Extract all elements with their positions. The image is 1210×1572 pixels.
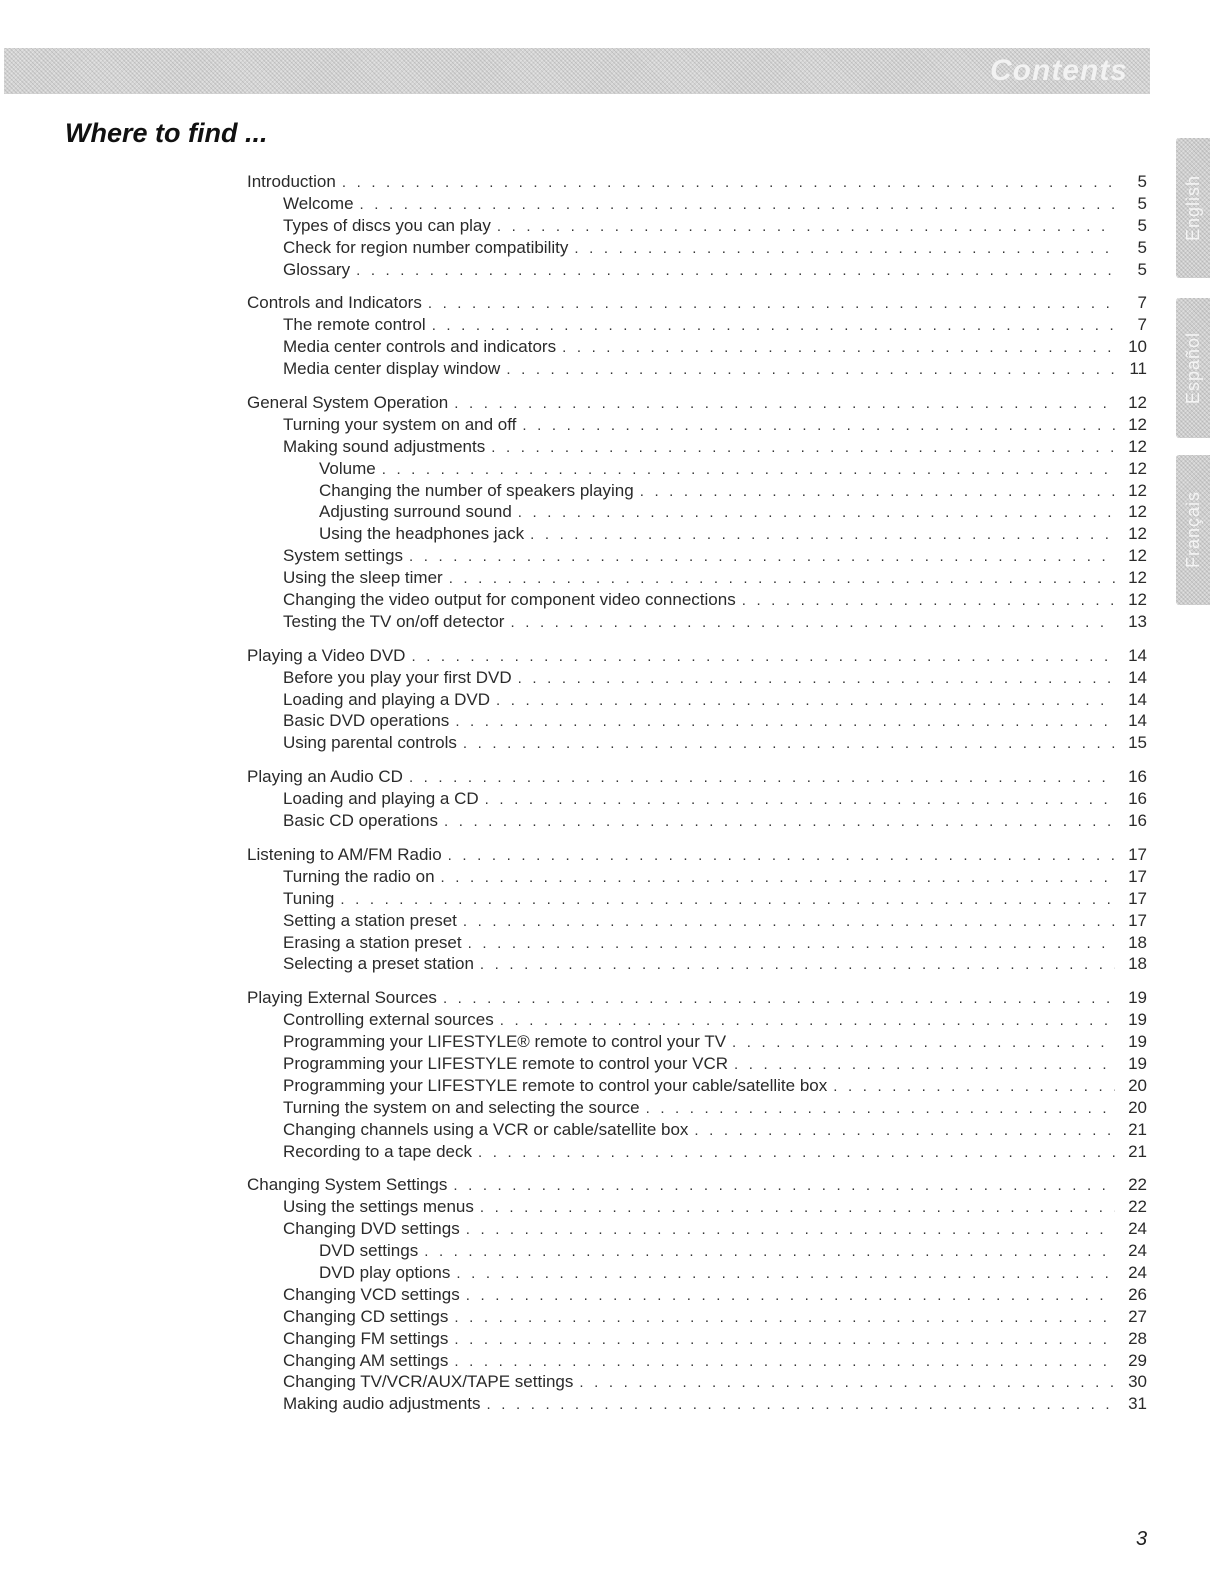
toc-entry[interactable]	[247, 732, 1147, 754]
toc-entry-page: 7	[1137, 293, 1147, 313]
toc-entry-title: Controlling external sources	[283, 1010, 494, 1030]
toc-entry-page: 19	[1128, 1053, 1147, 1073]
dot-leader	[455, 711, 1115, 732]
toc-entry[interactable]	[247, 667, 1147, 689]
dot-leader	[579, 1372, 1115, 1393]
toc-entry[interactable]	[247, 259, 1147, 281]
toc-entry-title: Making sound adjustments	[283, 436, 486, 456]
dot-leader	[454, 1307, 1115, 1328]
dot-leader	[360, 194, 1115, 215]
toc-section-entry[interactable]	[247, 392, 1147, 414]
toc-entry-title: Programming your LIFESTYLE remote to control your VCR	[283, 1053, 728, 1073]
toc-entry-page: 14	[1128, 711, 1147, 731]
dot-leader	[500, 1010, 1115, 1031]
page-heading: Where to find ...	[65, 118, 268, 148]
toc-entry-page: 14	[1128, 645, 1147, 665]
toc-entry-page: 21	[1128, 1119, 1147, 1139]
dot-leader	[485, 789, 1115, 810]
page-number: 3	[1136, 1528, 1148, 1550]
dot-leader	[409, 767, 1115, 788]
toc-entry-page: 16	[1128, 789, 1147, 809]
toc-entry-page: 12	[1128, 502, 1147, 522]
toc-entry-page: 5	[1137, 259, 1147, 279]
toc-entry-title: Turning the radio on	[283, 866, 435, 886]
dot-leader	[506, 359, 1115, 380]
toc-entry[interactable]	[247, 1284, 1147, 1306]
dot-leader	[454, 393, 1115, 414]
dot-leader	[518, 668, 1115, 689]
toc-entry-title: Playing External Sources	[247, 988, 437, 1008]
dot-leader	[510, 612, 1115, 633]
toc-entry[interactable]	[247, 1240, 1147, 1262]
toc-entry-page: 13	[1128, 611, 1147, 631]
toc-entry-title: Basic DVD operations	[283, 711, 450, 731]
toc-entry-title: Check for region number compatibility	[283, 237, 569, 257]
toc-entry[interactable]	[247, 710, 1147, 732]
dot-leader	[409, 546, 1115, 567]
toc-section-entry[interactable]	[247, 987, 1147, 1009]
toc-entry-page: 20	[1128, 1075, 1147, 1095]
toc-entry[interactable]	[247, 1009, 1147, 1031]
dot-leader	[463, 733, 1115, 754]
language-tab-label: English	[1182, 174, 1203, 242]
toc-entry[interactable]	[247, 888, 1147, 910]
toc-entry-page: 5	[1137, 215, 1147, 235]
dot-leader	[449, 568, 1115, 589]
toc-entry-title: Turning the system on and selecting the source	[283, 1097, 640, 1117]
toc-section-entry[interactable]	[247, 645, 1147, 667]
toc-entry-page: 5	[1137, 172, 1147, 191]
toc-entry[interactable]	[247, 1393, 1147, 1415]
toc-entry-page: 27	[1128, 1306, 1147, 1326]
toc-entry[interactable]	[247, 336, 1147, 358]
toc-entry-page: 17	[1128, 888, 1147, 908]
dot-leader	[478, 1142, 1115, 1163]
toc-entry[interactable]	[247, 436, 1147, 458]
toc-section	[247, 645, 1147, 754]
toc-entry-page: 12	[1128, 458, 1147, 478]
toc-entry-page: 12	[1128, 393, 1147, 413]
toc-entry-title: Testing the TV on/off detector	[283, 611, 505, 631]
toc-entry-page: 24	[1128, 1262, 1147, 1282]
toc-entry-title: DVD settings	[319, 1241, 419, 1261]
toc-section-entry[interactable]	[247, 766, 1147, 788]
toc-entry[interactable]	[247, 501, 1147, 523]
toc-entry-title: Controls and Indicators	[247, 293, 422, 313]
toc-section	[247, 292, 1147, 380]
toc-entry-title: Changing TV/VCR/AUX/TAPE settings	[283, 1372, 574, 1392]
dot-leader	[448, 845, 1115, 866]
dot-leader	[480, 1197, 1115, 1218]
toc-section-entry[interactable]	[247, 844, 1147, 866]
toc-entry-page: 10	[1128, 337, 1147, 357]
toc-section-entry[interactable]	[247, 171, 1147, 193]
toc-entry-page: 12	[1128, 524, 1147, 544]
toc-entry[interactable]	[247, 414, 1147, 436]
toc-entry[interactable]	[247, 1328, 1147, 1350]
toc-entry-title: Using parental controls	[283, 733, 457, 753]
toc-entry-title: Changing FM settings	[283, 1328, 449, 1348]
toc-entry[interactable]	[247, 953, 1147, 975]
dot-leader	[732, 1032, 1115, 1053]
toc-entry-page: 17	[1128, 866, 1147, 886]
dot-leader	[497, 216, 1115, 237]
toc-entry-page: 21	[1128, 1141, 1147, 1161]
toc-entry-page: 24	[1128, 1219, 1147, 1239]
dot-leader	[530, 524, 1115, 545]
toc-entry[interactable]	[247, 1218, 1147, 1240]
dot-leader	[382, 459, 1115, 480]
toc-entry-title: Using the settings menus	[283, 1197, 474, 1217]
toc-entry-page: 14	[1128, 689, 1147, 709]
toc-entry-page: 19	[1128, 988, 1147, 1008]
toc-entry[interactable]	[247, 1075, 1147, 1097]
toc-entry-title: DVD play options	[319, 1262, 451, 1282]
toc-entry-page: 15	[1128, 733, 1147, 753]
toc-entry-page: 5	[1137, 237, 1147, 257]
toc-entry-title: Tuning	[283, 888, 335, 908]
toc-entry[interactable]	[247, 314, 1147, 336]
toc-entry-page: 22	[1128, 1175, 1147, 1195]
toc-entry-title: Changing VCD settings	[283, 1284, 460, 1304]
dot-leader	[742, 590, 1115, 611]
toc-section	[247, 987, 1147, 1162]
toc-section	[247, 392, 1147, 633]
toc-entry-title: Volume	[319, 458, 376, 478]
toc-entry[interactable]	[247, 788, 1147, 810]
toc-entry-title: Introduction	[247, 172, 336, 191]
toc-entry-title: Programming your LIFESTYLE remote to control your cable/satellite box	[283, 1075, 828, 1095]
toc-entry-page: 12	[1128, 568, 1147, 588]
toc-entry-title: Changing AM settings	[283, 1350, 449, 1370]
toc-entry-title: Changing the number of speakers playing	[319, 480, 634, 500]
dot-leader	[496, 690, 1115, 711]
toc-entry-page: 11	[1129, 359, 1147, 379]
toc-entry[interactable]	[247, 1262, 1147, 1284]
dot-leader	[454, 1329, 1115, 1350]
dot-leader	[356, 260, 1115, 281]
toc-entry-title: Basic CD operations	[283, 811, 438, 831]
dot-leader	[441, 867, 1115, 888]
dot-leader	[734, 1054, 1115, 1075]
toc-entry-title: Loading and playing a CD	[283, 789, 479, 809]
toc-entry-page: 16	[1128, 811, 1147, 831]
dot-leader	[428, 293, 1115, 314]
toc-entry-page: 12	[1128, 414, 1147, 434]
toc-entry-title: Recording to a tape deck	[283, 1141, 473, 1161]
toc-entry-page: 14	[1128, 667, 1147, 687]
toc-entry-page: 17	[1128, 910, 1147, 930]
dot-leader	[444, 811, 1115, 832]
toc-entry-page: 12	[1128, 480, 1147, 500]
toc-entry[interactable]	[247, 523, 1147, 545]
toc-section	[247, 844, 1147, 975]
toc-entry-page: 20	[1128, 1097, 1147, 1117]
toc-entry[interactable]	[247, 1350, 1147, 1372]
dot-leader	[463, 911, 1115, 932]
toc-entry-page: 26	[1128, 1284, 1147, 1304]
toc-entry[interactable]	[247, 193, 1147, 215]
toc-entry-page: 28	[1128, 1328, 1147, 1348]
toc-entry[interactable]	[247, 810, 1147, 832]
toc-entry-title: Using the sleep timer	[283, 568, 443, 588]
toc-entry-title: System settings	[283, 546, 403, 566]
toc-entry-title: Making audio adjustments	[283, 1394, 481, 1414]
toc-entry[interactable]	[247, 1031, 1147, 1053]
toc-entry-page: 29	[1128, 1350, 1147, 1370]
dot-leader	[562, 337, 1115, 358]
dot-leader	[453, 1175, 1115, 1196]
dot-leader	[454, 1351, 1115, 1372]
toc-entry-page: 19	[1128, 1010, 1147, 1030]
toc-entry-title: Selecting a preset station	[283, 954, 474, 974]
toc-entry[interactable]	[247, 611, 1147, 633]
toc-entry[interactable]	[247, 866, 1147, 888]
toc-entry-title: Using the headphones jack	[319, 524, 525, 544]
dot-leader	[342, 172, 1115, 193]
toc-entry-page: 18	[1128, 954, 1147, 974]
toc-entry-title: Adjusting surround sound	[319, 502, 512, 522]
toc-entry[interactable]	[247, 589, 1147, 611]
toc-entry-title: Before you play your first DVD	[283, 667, 512, 687]
toc-entry-title: Changing System Settings	[247, 1175, 448, 1195]
toc-entry-title: Playing an Audio CD	[247, 767, 403, 787]
dot-leader	[646, 1098, 1115, 1119]
toc-entry-title: Loading and playing a DVD	[283, 689, 490, 709]
header-banner	[4, 48, 1150, 94]
toc-entry-title: The remote control	[283, 315, 426, 335]
toc-entry-title: Changing DVD settings	[283, 1219, 460, 1239]
toc-entry-page: 18	[1128, 932, 1147, 952]
toc-entry-title: Turning your system on and off	[283, 414, 517, 434]
dot-leader	[466, 1285, 1115, 1306]
toc-section	[247, 766, 1147, 832]
dot-leader	[466, 1219, 1115, 1240]
toc-entry-title: Listening to AM/FM Radio	[247, 844, 442, 864]
toc-entry-title: Erasing a station preset	[283, 932, 462, 952]
language-tab-francais[interactable]	[1176, 455, 1210, 605]
toc-entry[interactable]	[247, 689, 1147, 711]
toc-entry-title: Media center display window	[283, 359, 501, 379]
toc-entry[interactable]	[247, 480, 1147, 502]
toc-entry[interactable]	[247, 1119, 1147, 1141]
dot-leader	[518, 502, 1115, 523]
dot-leader	[432, 315, 1115, 336]
toc-entry-title: Changing the video output for component video connections	[283, 590, 736, 610]
toc-entry[interactable]	[247, 932, 1147, 954]
toc-entry-title: General System Operation	[247, 393, 449, 413]
toc-entry[interactable]	[247, 910, 1147, 932]
toc-entry[interactable]	[247, 458, 1147, 480]
toc-entry[interactable]	[247, 215, 1147, 237]
toc-section	[247, 1174, 1147, 1415]
language-tab-espanol[interactable]	[1176, 298, 1210, 438]
dot-leader	[487, 1394, 1115, 1415]
table-of-contents	[247, 171, 1147, 1427]
toc-entry[interactable]	[247, 1371, 1147, 1393]
toc-entry[interactable]	[247, 1306, 1147, 1328]
dot-leader	[468, 933, 1115, 954]
dot-leader	[491, 437, 1115, 458]
toc-entry-title: Types of discs you can play	[283, 215, 491, 235]
toc-entry-title: Programming your LIFESTYLE® remote to control your TV	[283, 1032, 727, 1052]
dot-leader	[456, 1263, 1115, 1284]
language-tab-label: Français	[1182, 491, 1203, 569]
toc-entry-title: Playing a Video DVD	[247, 645, 406, 665]
toc-section	[247, 171, 1147, 280]
banner-title: Contents	[990, 54, 1128, 87]
toc-entry-page: 12	[1128, 436, 1147, 456]
dot-leader	[340, 889, 1115, 910]
toc-section-entry[interactable]	[247, 292, 1147, 314]
toc-entry[interactable]	[247, 1141, 1147, 1163]
toc-entry-title: Welcome	[283, 193, 354, 213]
language-tab-label: Español	[1182, 331, 1203, 405]
toc-entry-page: 12	[1128, 546, 1147, 566]
toc-entry[interactable]	[247, 1097, 1147, 1119]
dot-leader	[411, 646, 1115, 667]
dot-leader	[522, 415, 1115, 436]
dot-leader	[574, 238, 1115, 259]
dot-leader	[480, 954, 1115, 975]
toc-entry-title: Changing CD settings	[283, 1306, 449, 1326]
toc-section-entry[interactable]	[247, 1174, 1147, 1196]
toc-entry[interactable]	[247, 237, 1147, 259]
toc-entry-page: 30	[1128, 1372, 1147, 1392]
toc-entry[interactable]	[247, 358, 1147, 380]
toc-entry-page: 19	[1128, 1032, 1147, 1052]
toc-entry-title: Media center controls and indicators	[283, 337, 557, 357]
toc-entry[interactable]	[247, 545, 1147, 567]
dot-leader	[640, 481, 1115, 502]
language-tab-english[interactable]	[1176, 138, 1210, 278]
dot-leader	[833, 1076, 1115, 1097]
toc-entry-page: 12	[1128, 590, 1147, 610]
dot-leader	[443, 988, 1115, 1009]
toc-entry-page: 16	[1128, 767, 1147, 787]
toc-entry-page: 24	[1128, 1241, 1147, 1261]
toc-entry[interactable]	[247, 1053, 1147, 1075]
toc-entry-title: Changing channels using a VCR or cable/satellite box	[283, 1119, 689, 1139]
toc-entry[interactable]	[247, 1196, 1147, 1218]
toc-entry-page: 5	[1137, 193, 1147, 213]
toc-entry-page: 22	[1128, 1197, 1147, 1217]
toc-entry-page: 31	[1128, 1394, 1147, 1414]
toc-entry-page: 7	[1137, 315, 1147, 335]
dot-leader	[424, 1241, 1115, 1262]
toc-entry[interactable]	[247, 567, 1147, 589]
toc-entry-title: Setting a station preset	[283, 910, 457, 930]
toc-entry-page: 17	[1128, 844, 1147, 864]
dot-leader	[694, 1120, 1115, 1141]
toc-entry-title: Glossary	[283, 259, 351, 279]
